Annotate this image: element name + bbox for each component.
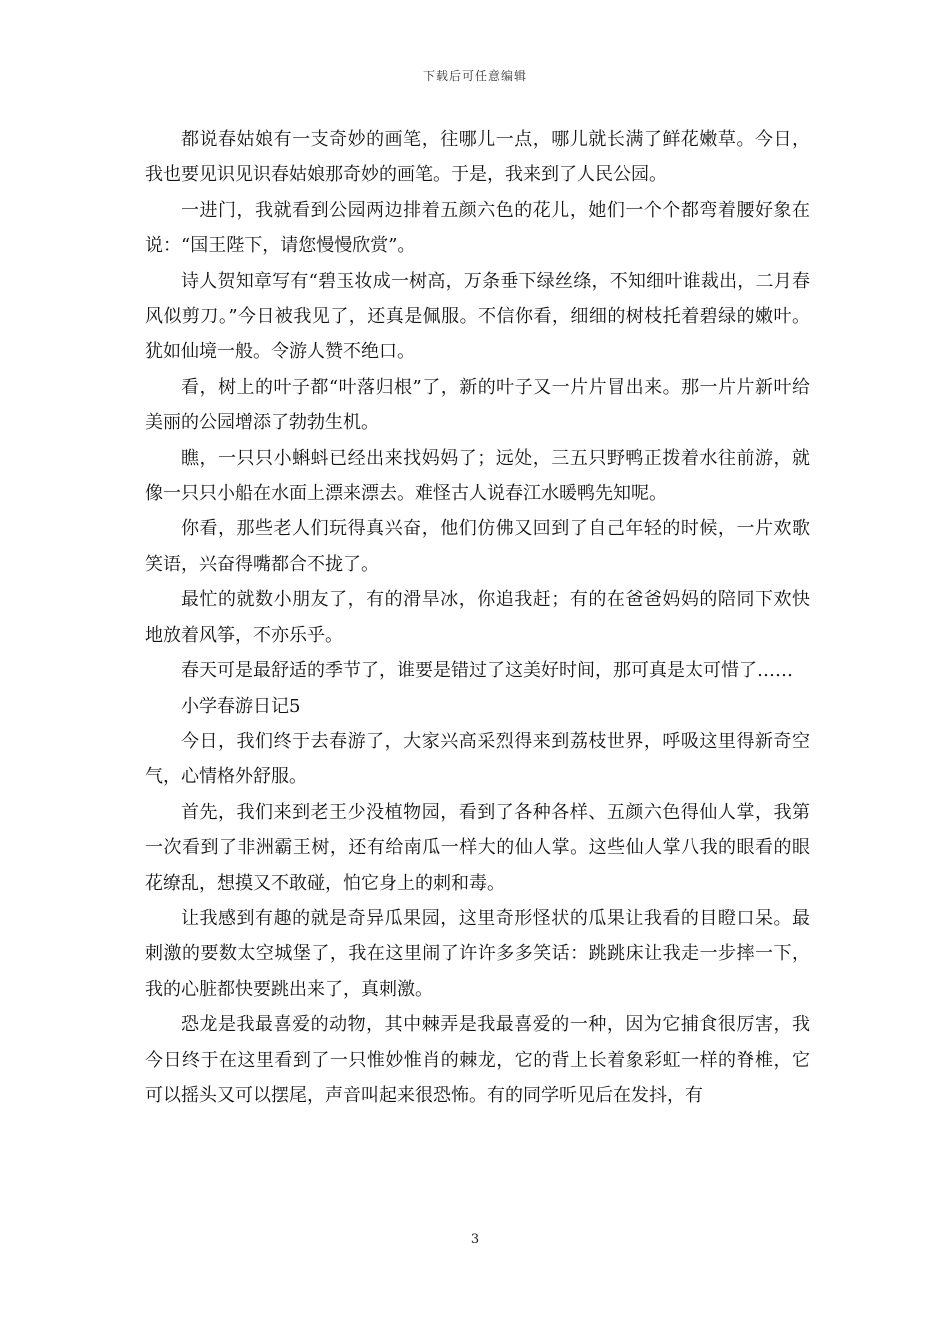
page-header: 下载后可任意编辑	[422, 69, 527, 83]
section-title: 小学春游日记5	[181, 695, 301, 717]
paragraph: 瞧，一只只小蝌蚪已经出来找妈妈了；远处，三五只野鸭正拨着水往前游，就像一只只小船在水面上漂来漂去。难怪古人说春江水暖鸭先知呢。	[145, 447, 810, 505]
paragraph: 都说春姑娘有一支奇妙的画笔，往哪儿一点，哪儿就长满了鲜花嫩草。今日，我也要见识见识春姑娘那奇妙的画笔。于是，我来到了人民公园。	[145, 129, 810, 186]
paragraph: 让我感到有趣的就是奇异瓜果园，这里奇形怪状的瓜果让我看的目瞪口呆。最刺激的要数太空城堡了，我在这里闹了许许多多笑话：跳跳床让我走一步摔一下，我的心脏都快要跳出来了，真刺激。	[145, 907, 810, 1000]
paragraph: 一进门，我就看到公园两边排着五颜六色的花儿，她们一个个都弯着腰好象在说：“国王陛下，请您慢慢欣赏”。	[145, 199, 810, 257]
paragraph: 今日，我们终于去春游了，大家兴高采烈得来到荔枝世界，呼吸这里得新奇空气，心情格外舒服。	[145, 730, 810, 788]
paragraph: 恐龙是我最喜爱的动物，其中棘弄是我最喜爱的一种，因为它捕食很厉害，我今日终于在这里看到了一只惟妙惟肖的棘龙，它的背上长着象彩虹一样的脊椎，它可以摇头又可以摆尾，声音叫起来很恐怖。有的同学听见后在发抖，有	[145, 1014, 810, 1106]
paragraph: 最忙的就数小朋友了，有的滑旱冰，你追我赶；有的在爸爸妈妈的陪同下欢快地放着风筝，不亦乐乎。	[145, 589, 810, 646]
paragraph: 看，树上的叶子都“叶落归根”了，新的叶子又一片片冒出来。那一片片新叶给美丽的公园增添了勃勃生机。	[145, 376, 810, 434]
paragraph: 春天可是最舒适的季节了，谁要是错过了这美好时间，那可真是太可惜了……	[181, 660, 793, 682]
page-number: 3	[470, 1232, 480, 1247]
paragraph: 你看，那些老人们玩得真兴奋，他们仿佛又回到了自己年轻的时候，一片欢歌笑语，兴奋得嘴都合不拢了。	[145, 518, 810, 575]
paragraph: 诗人贺知章写有“碧玉妆成一树高，万条垂下绿丝绦，不知细叶谁裁出，二月春风似剪刀。”今日被我见了，还真是佩服。不信你看，细细的树枝托着碧绿的嫩叶。犹如仙境一般。令游人赞不绝口。	[145, 270, 810, 363]
article-body	[145, 122, 810, 1113]
paragraph: 首先，我们来到老王少没植物园，看到了各种各样、五颜六色得仙人掌，我第一次看到了非洲霸王树，还有给南瓜一样大的仙人掌。这些仙人掌八我的眼看的眼花缭乱，想摸又不敢碰，怕它身上的刺和毒。	[145, 801, 810, 894]
